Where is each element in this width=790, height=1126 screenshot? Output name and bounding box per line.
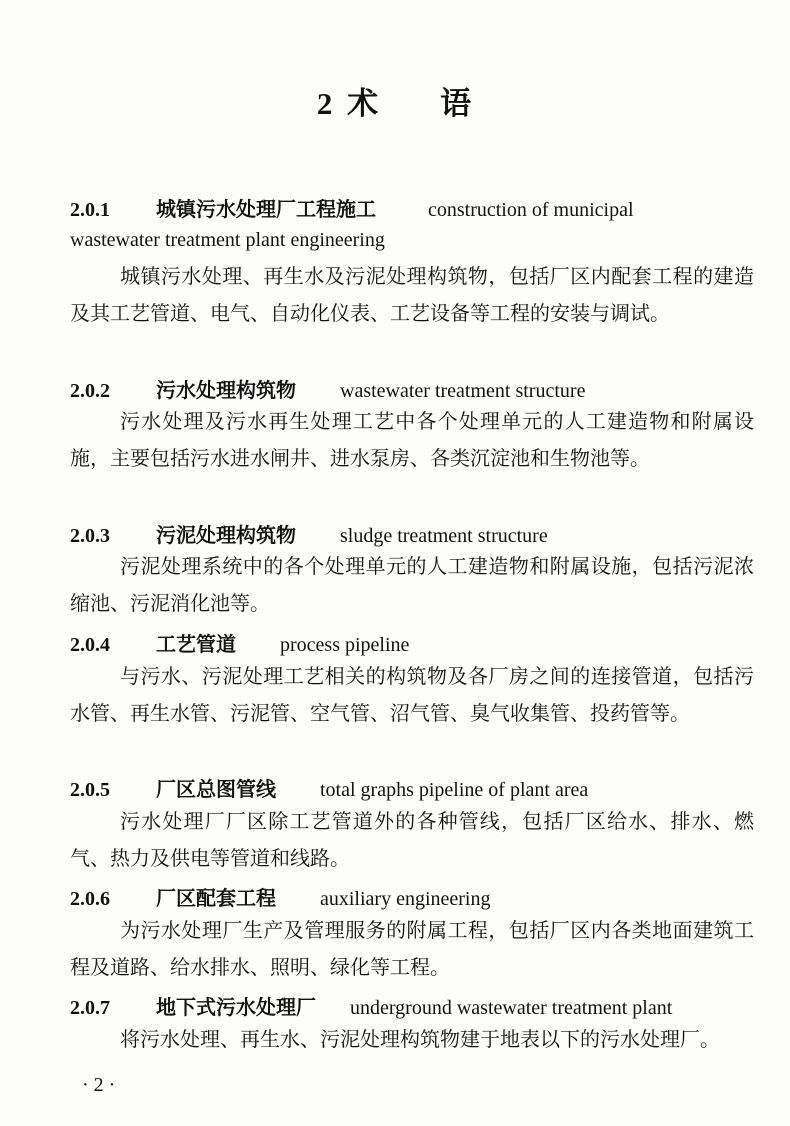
term-chinese: 工艺管道: [156, 632, 236, 656]
term-heading: [70, 882, 491, 911]
term-english: construction of municipal: [428, 199, 634, 221]
term-number: 2.0.6: [70, 888, 110, 910]
term-definition: 污水处理厂厂区除工艺管道外的各种管线，包括厂区给水、排水、燃气、热力及供电等管道和线路。: [70, 809, 754, 870]
term-definition: 为污水处理厂生产及管理服务的附属工程，包括厂区内各类地面建筑工程及道路、给水排水、照明、绿化等工程。: [70, 918, 754, 979]
term-heading: [70, 773, 588, 802]
page-number: · 2 ·: [82, 1074, 116, 1096]
term-chinese: 厂区配套工程: [156, 886, 276, 910]
chapter-title-char-1: 术: [347, 86, 381, 122]
term-chinese: 污泥处理构筑物: [156, 523, 296, 547]
term-number: 2.0.2: [70, 380, 110, 402]
term-english: auxiliary engineering: [320, 888, 491, 910]
chapter-title-char-2: 语: [440, 86, 474, 122]
term-english: sludge treatment structure: [340, 525, 548, 547]
term-english: underground wastewater treatment plant: [350, 997, 673, 1019]
term-english: total graphs pipeline of plant area: [320, 779, 589, 801]
term-definition: 将污水处理、再生水、污泥处理构筑物建于地表以下的污水处理厂。: [120, 1027, 720, 1051]
term-number: 2.0.3: [70, 525, 110, 547]
term-definition: 城镇污水处理、再生水及污泥处理构筑物，包括厂区内配套工程的建造及其工艺管道、电气、自动化仪表、工艺设备等工程的安装与调试。: [70, 264, 754, 325]
term-english: wastewater treatment structure: [340, 380, 586, 402]
term-heading: [70, 193, 634, 222]
term-chinese: 厂区总图管线: [156, 777, 276, 801]
term-heading: [70, 628, 409, 657]
chapter-number: 2: [316, 86, 335, 121]
term-number: 2.0.1: [70, 199, 110, 221]
term-english: process pipeline: [280, 634, 410, 656]
term-number: 2.0.7: [70, 997, 110, 1019]
term-english-continued: wastewater treatment plant engineering: [70, 229, 385, 251]
term-heading: [70, 374, 585, 403]
term-definition: 污泥处理系统中的各个处理单元的人工建造物和附属设施，包括污泥浓缩池、污泥消化池等。: [70, 554, 754, 615]
term-chinese: 城镇污水处理厂工程施工: [156, 197, 376, 221]
term-number: 2.0.4: [70, 634, 110, 656]
term-chinese: 污水处理构筑物: [156, 378, 296, 402]
term-number: 2.0.5: [70, 779, 110, 801]
term-heading: [70, 519, 548, 548]
term-definition: 污水处理及污水再生处理工艺中各个处理单元的人工建造物和附属设施，主要包括污水进水闸井、进水泵房、各类沉淀池和生物池等。: [70, 409, 754, 470]
chapter-title: [0, 78, 790, 123]
term-chinese: 地下式污水处理厂: [156, 995, 316, 1019]
term-heading: [70, 991, 672, 1020]
term-definition: 与污水、污泥处理工艺相关的构筑物及各厂房之间的连接管道，包括污水管、再生水管、污泥管、空气管、沼气管、臭气收集管、投药管等。: [70, 664, 754, 725]
